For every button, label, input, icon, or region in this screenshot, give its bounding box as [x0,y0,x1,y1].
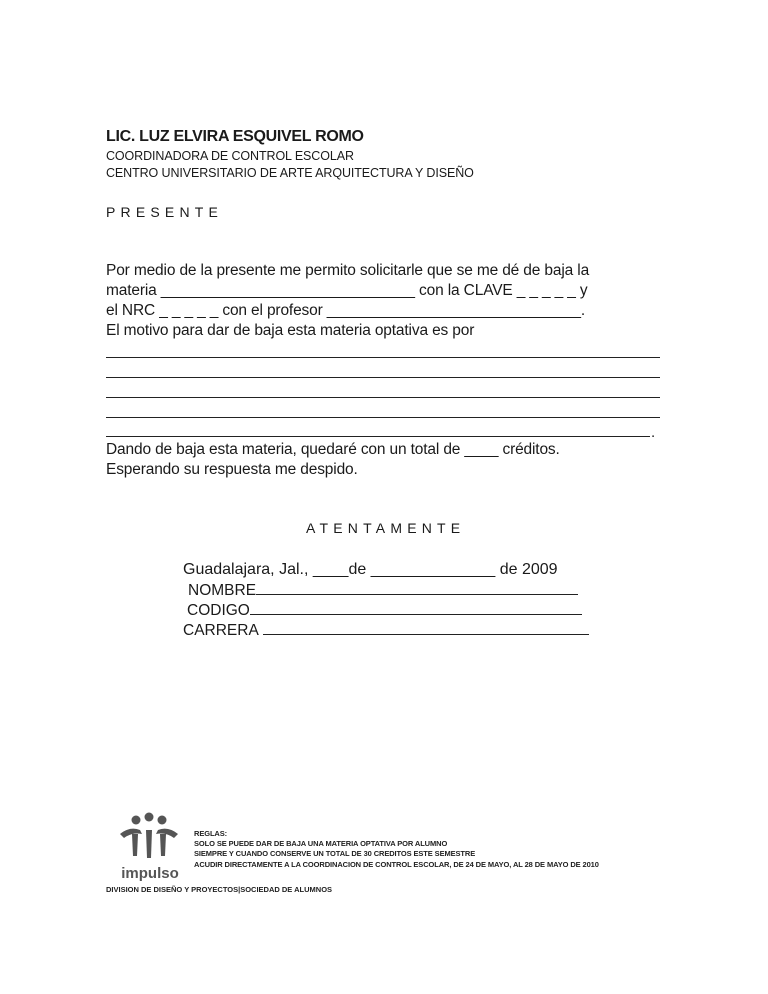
body-line-1: Por medio de la presente me permito solicitarle que se me dé de baja la [106,262,590,279]
rule-item: ACUDIR DIRECTAMENTE A LA COORDINACION DE CONTROL ESCOLAR, DE 24 DE MAYO, AL 28 DE MAYO DE 2010 [194,860,599,869]
rule-item: SIEMPRE Y CUANDO CONSERVE UN TOTAL DE 30 CREDITOS ESTE SEMESTRE [194,849,476,858]
rule-item: SOLO SE PUEDE DAR DE BAJA UNA MATERIA OPTATIVA POR ALUMNO [194,839,448,848]
reason-blank-line [106,377,660,378]
body-line-7: Esperando su respuesta me despido. [106,461,358,478]
rules-heading: REGLAS: [194,829,228,838]
body-line-4: El motivo para dar de baja esta materia optativa es por [106,322,475,339]
reason-blank-line [106,397,660,398]
logo-text: impulso [121,865,179,882]
body-line-6: Dando de baja esta materia, quedaré con un total de ____ créditos. [106,441,560,458]
salutation: PRESENTE [106,204,224,220]
impulso-logo [112,812,188,884]
reason-blank-line [106,436,650,437]
body-line-3: el NRC _ _ _ _ _ con el profesor ______________________________. [106,302,586,319]
signature-nombre-blank [256,580,578,595]
reason-blank-line [106,417,660,418]
recipient-name: LIC. LUZ ELVIRA ESQUIVEL ROMO [106,128,364,145]
signature-carrera-label: CARRERA [183,622,259,639]
reason-blank-line [106,357,660,358]
signature-codigo-blank [250,600,582,615]
signature-nombre [188,580,578,600]
closing: ATENTAMENTE [306,520,466,536]
footer-text: DIVISION DE DISEÑO Y PROYECTOS|SOCIEDAD DE ALUMNOS [106,885,333,894]
signature-nombre-label: NOMBRE [188,582,257,599]
signature-codigo [187,600,582,620]
recipient-institution: CENTRO UNIVERSITARIO DE ARTE ARQUITECTURA Y DISEÑO [106,166,474,180]
signature-carrera [183,620,589,640]
body-line-2: materia ______________________________ con la CLAVE _ _ _ _ _ y [106,282,588,299]
signature-date-line: Guadalajara, Jal., ____de ______________ de 2009 [183,561,558,578]
signature-carrera-blank [263,620,589,635]
recipient-title: COORDINADORA DE CONTROL ESCOLAR [106,149,354,163]
signature-codigo-label: CODIGO [187,602,250,619]
reason-end-period: . [651,424,656,441]
impulso-logo-mark [112,812,188,884]
